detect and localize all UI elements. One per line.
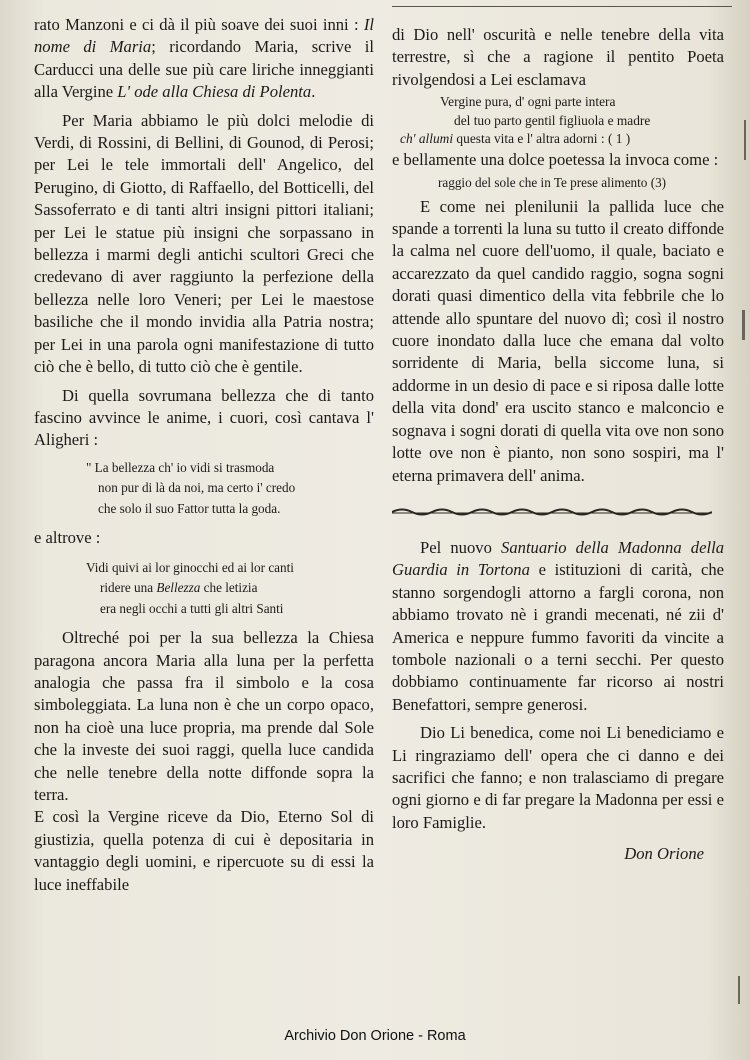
ornamental-divider [392,505,712,519]
right-paragraph-1: di Dio nell' oscurità e nelle tenebre della vita terrestre, sì che a ragione il pentito Poeta rivolgendosi a Lei esclamava [392,25,724,89]
top-rule [392,6,732,7]
right-column [392,14,724,864]
scan-edge-mark [738,976,740,1004]
petrarca-quote: Vergine pura, d' ogni parte intera del tuo parto gentil figliuola e madre ch' allumi questa vita e l' altra adorni : ( 1 ) [400,94,651,147]
left-column [34,14,374,896]
poetess-quote: raggio del sole che in Te prese alimento (3) [438,175,667,191]
archive-footer: Archivio Don Orione - Roma [284,1028,466,1044]
scan-edge-mark [742,310,745,340]
dante-quote-1: " La bellezza ch' io vidi si trasmoda non pur di là da noi, ma certo i' credo che solo il suo Fattor tutta la goda. [86,459,296,516]
left-paragraph-5: E così la Vergine riceve da Dio, Eterno Sol di giustizia, quella potenza di cui è depositaria in vantaggio degli uomini, e ripercuote su di essi la luce ineffabile [34,807,374,894]
dante-quote-2: Vidi quivi ai lor ginocchi ed ai lor canti ridere una Bellezza che letizia era negli occhi a tutti gli altri Santi [86,559,294,616]
right-paragraph-5: Dio Li benedica, come noi Li benediciamo e Li ringraziamo dell' opera che ci danno e dei sacrifici che fanno; e non tralasciamo di pregare ogni giorno e di far pregare la Madonna per essi e loro Famiglie. [392,723,724,832]
left-paragraph-2: Per Maria abbiamo le più dolci melodie di Verdi, di Rossini, di Bellini, di Gounod, di Perosi; per Lei le tele immortali dell' Angelico, del Perugino, di Giotto, di Raffaello, del Botticelli, del Sassoferrato e di tanti altri insigni pittori italiani; per Lei le statue più insigni che sorpassano in bellezza i marmi degli antichi scultori Greci che credevano di aver raggiunto la perfezione della bellezza nelle loro Veneri; per Lei le maestose basiliche che il mondo invidia alla Patria nostra; per Lei in una parola ogni manifestazione di tutto ciò che è bello, di tutto ciò che è gentile. [34,110,374,377]
signature-don-orione: Don Orione [624,844,704,864]
left-paragraph-3: Di quella sovrumana bellezza che di tanto fascino avvince le anime, i cuori, così cantava l' Aligheri : [34,385,374,450]
right-paragraph-2: e bellamente una dolce poetessa la invoca come : [392,149,719,169]
scan-edge-mark [744,120,746,160]
right-paragraph-4: Pel nuovo Santuario della Madonna della Guardia in Tortona e istituzioni di carità, che stanno sorgendogli attorno a fargli corona, non abbiamo trovato nè i grandi mecenati, né zii d' America e neppure fummo favoriti da vincite a tombole nazionali o a terni secchi. Per questo dobbiamo continuamente far ricorso ai nostri Benefattori, sempre generosi. [392,537,724,714]
left-paragraph-4: Oltreché poi per la sua bellezza la Chiesa paragona ancora Maria alla luna per la perfetta analogia che passa fra il simbolo e la cosa simboleggiata. La luna non è che un corpo opaco, non ha cioè una luce propria, ma prende dal Sole che la investe dei suoi raggi, quella luce candida che nelle tenebre della notte diffonde sopra la terra. [34,628,374,804]
left-paragraph-1: rato Manzoni e ci dà il più soave dei suoi inni : Il nome di Maria; ricordando Maria, scrive il Carducci una delle sue più care liriche inneggianti alla Vergine L' ode alla Chiesa di Polenta. [34,15,374,102]
right-paragraph-3: E come nei plenilunii la pallida luce che spande a torrenti la luna su tutto il creato diffonde la calma nel cuore dell'uomo, il quale, baciato e accarezzato da quel candido raggio, sogna sogni dorati quasi dimentico della vita febbrile che lo attende allo spuntare del nuovo dì; così il nostro cuore inondato dalla luce che emana dal volto sorridente di Maria, bella siccome luna, si addorme in un desio di pace e si riposa dalle lotte della vita dond' era uscito stanco e malconcio e sognava i sogni dorati di quella vita ove non sono lotte ove non è pianto, non sono sospiri, ma l' eterna primavera dell' anima. [392,196,724,485]
left-altrove: e altrove : [34,528,101,548]
